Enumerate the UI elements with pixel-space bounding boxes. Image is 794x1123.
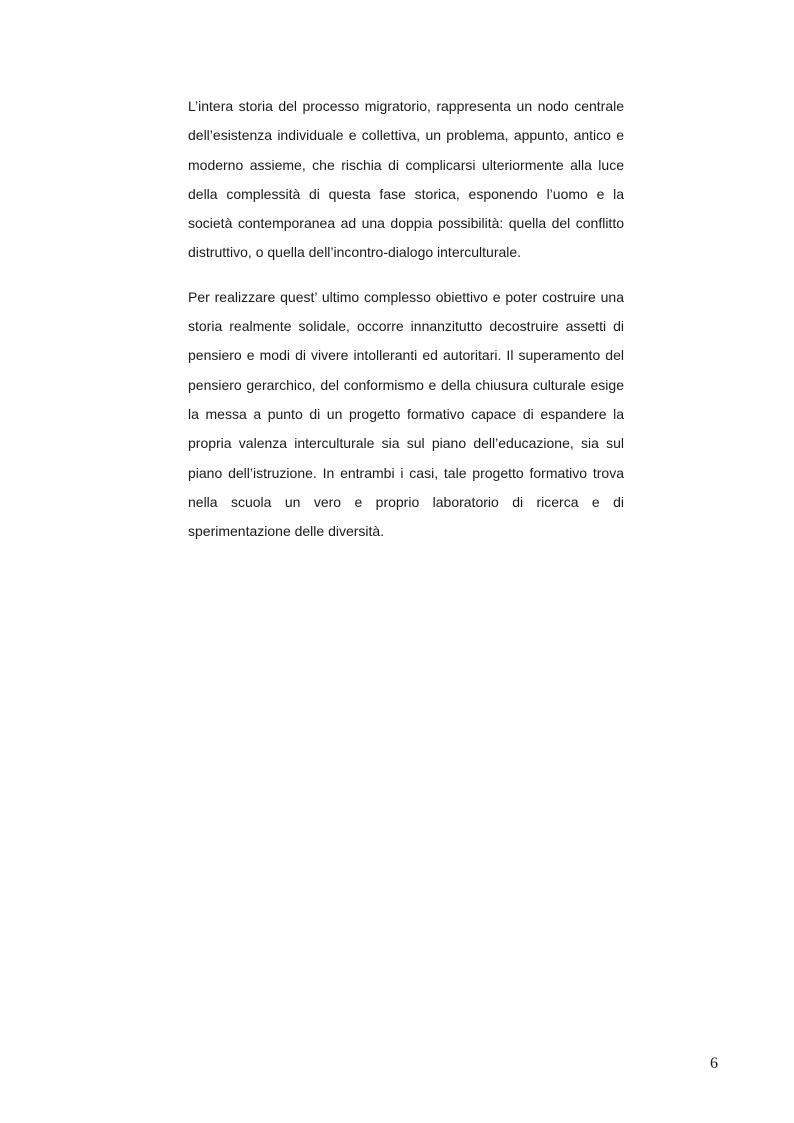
body-text: [188, 92, 624, 546]
paragraph: L’intera storia del processo migratorio, rappresenta un nodo centrale dell’esistenza individuale e collettiva, un problema, appunto, antico e moderno assieme, che rischia di complicarsi ulteriormente alla luce della complessità di questa fase storica, esponendo l’uomo e la società contemporanea ad una doppia possibilità: quella del conflitto distruttivo, o quella dell’incontro-dialogo interculturale.: [188, 98, 624, 261]
page-number: 6: [710, 1055, 718, 1072]
paragraph: Per realizzare quest’ ultimo complesso obiettivo e poter costruire una storia realmente solidale, occorre innanzitutto decostruire assetti di pensiero e modi di vivere intolleranti ed autoritari. Il superamento del pensiero gerarchico, del conformismo e della chiusura culturale esige la messa a punto di un progetto formativo capace di espandere la propria valenza interculturale sia sul piano dell’educazione, sia sul piano dell’istruzione. In entrambi i casi, tale progetto formativo trova nella scuola un vero e proprio laboratorio di ricerca e di sperimentazione delle diversità.: [188, 288, 624, 540]
